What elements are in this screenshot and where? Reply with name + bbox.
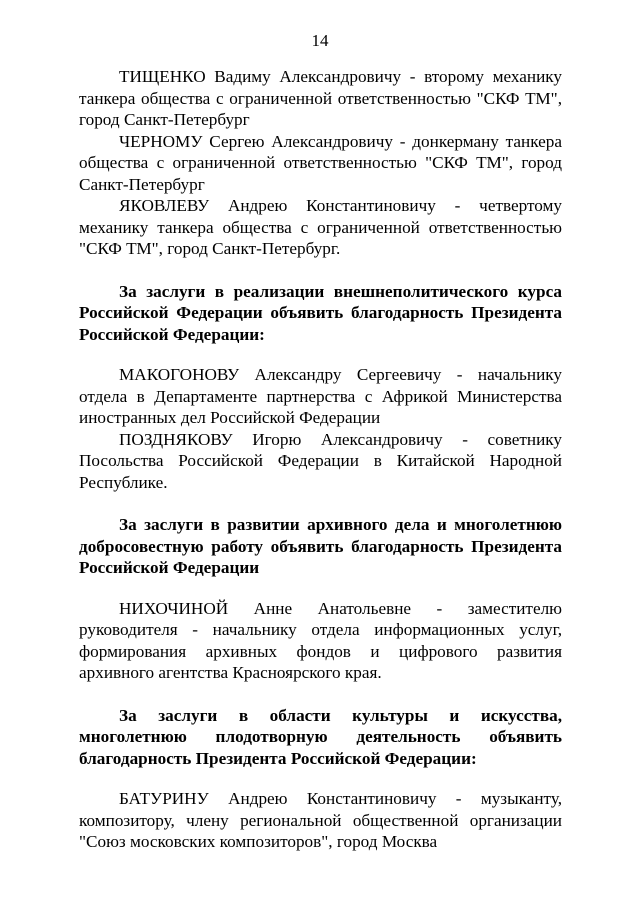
section-heading-archives: За заслуги в развитии архивного дела и многолетнюю добросовестную работу объявить благодарность Президента Российской Федерации <box>79 515 562 577</box>
section-heading-culture: За заслуги в области культуры и искусства, многолетнюю плодотворную деятельность объявить благодарность Президента Российской Федерации: <box>79 705 562 768</box>
section-heading-foreign-policy: За заслуги в реализации внешнеполитического курса Российской Федерации объявить благодарность Президента Российской Федерации: <box>79 281 562 344</box>
award-entry-baturinu: БАТУРИНУ Андрею Константиновичу - музыканту, композитору, члену региональной общественной организации "Союз московских композиторов", город Москва <box>79 789 562 851</box>
award-entry-yakovlevu: ЯКОВЛЕВУ Андрею Константиновичу - четвертому механику танкера общества с ограниченной ответственностью "СКФ ТМ", город Санкт-Петербург. <box>79 196 562 258</box>
award-entry-pozdnyakovu: ПОЗДНЯКОВУ Игорю Александровичу - советнику Посольства Российской Федерации в Китайской Народной Республике. <box>79 429 562 492</box>
section-gap <box>79 493 562 514</box>
page-number: 14 <box>311 31 329 50</box>
section-gap <box>79 769 562 788</box>
section-gap <box>79 260 562 281</box>
award-entry-makogonovu: МАКОГОНОВУ Александру Сергеевичу - начальнику отдела в Департаменте партнерства с Африкой Министерства иностранных дел Российской Федерации <box>79 365 562 427</box>
section-gap <box>79 579 562 598</box>
section-gap <box>79 684 562 705</box>
award-entry-tishchenko: ТИЩЕНКО Вадиму Александровичу - второму механику танкера общества с ограниченной ответственностью "СКФ ТМ", город Санкт-Петербург <box>79 67 562 129</box>
document-body <box>79 66 562 853</box>
award-entry-chernomu: ЧЕРНОМУ Сергею Александровичу - донкерману танкера общества с ограниченной ответственностью "СКФ ТМ", город Санкт-Петербург <box>79 131 562 194</box>
award-entry-nikhochinoy: НИХОЧИНОЙ Анне Анатольевне - заместителю руководителя - начальнику отдела информационных услуг, формирования архивных фондов и цифрового развития архивного агентства Красноярского края. <box>79 598 562 682</box>
section-gap <box>79 345 562 364</box>
